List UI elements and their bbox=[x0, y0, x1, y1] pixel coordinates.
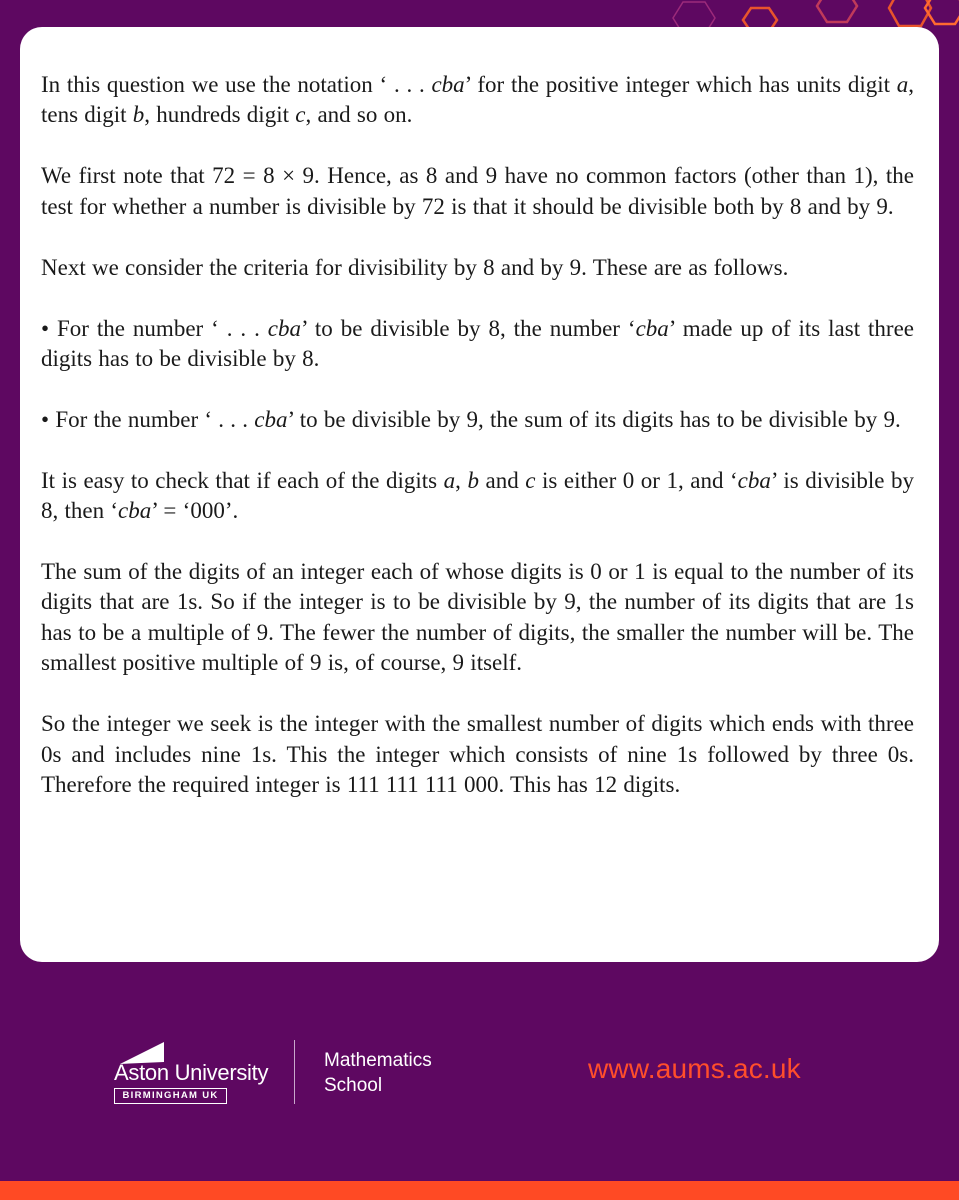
math-variable: c bbox=[295, 102, 306, 128]
university-city-badge: BIRMINGHAM UK bbox=[114, 1088, 227, 1104]
text-run: For the number ‘ . . . bbox=[55, 406, 255, 432]
text-run: and bbox=[478, 467, 526, 493]
text-run: ’ to be divisible by 9, the sum of its digits has to be divisible by 9. bbox=[287, 406, 901, 432]
school-name bbox=[324, 1048, 432, 1098]
math-variable: cba bbox=[254, 406, 288, 432]
school-name-line1: Mathematics bbox=[324, 1050, 432, 1071]
text-run: , tens digit bbox=[41, 72, 914, 128]
solution-card bbox=[20, 27, 939, 962]
math-variable: cba bbox=[431, 72, 465, 97]
school-name-line2: School bbox=[324, 1075, 383, 1096]
bullet-divisible-by-9 bbox=[41, 405, 914, 435]
math-variable: a bbox=[443, 467, 456, 493]
math-variable: b bbox=[467, 467, 479, 493]
website-link[interactable]: www.aums.ac.uk bbox=[588, 1053, 801, 1084]
text-run: ’ = ‘000’. bbox=[151, 498, 239, 524]
text-run: ’ is divisible by 8, then ‘ bbox=[41, 467, 914, 524]
text-run: For the number ‘ . . . bbox=[57, 315, 268, 341]
text-run: is either 0 or 1, and ‘ bbox=[535, 467, 738, 493]
text-run: So the integer we seek is the integer with the smallest number of digits which ends with three 0s and includes nine 1s. This the integer which consists of nine 1s followed by three 0s. Therefore the required integer is 111 111 111 000. This has 12 digits. bbox=[41, 711, 914, 797]
math-variable: cba bbox=[737, 467, 771, 493]
paragraph-criteria-intro bbox=[41, 253, 914, 283]
paragraph-digit-sum bbox=[41, 557, 914, 679]
bullet-divisible-by-8 bbox=[41, 314, 914, 375]
text-run: The sum of the digits of an integer each of whose digits is 0 or 1 is equal to the number of its digits that are 1s. So if the integer is to be divisible by 9, the number of its digits that are 1s has to be a multiple of 9. The fewer the number of digits, the smaller the number will be. The smallest positive multiple of 9 is, of course, 9 itself. bbox=[41, 559, 914, 676]
text-run: , bbox=[455, 467, 468, 493]
university-name: Aston University bbox=[114, 1060, 269, 1085]
bottom-accent-bar bbox=[0, 1181, 959, 1200]
math-variable: b bbox=[132, 102, 145, 128]
text-run: In this question we use the notation ‘ . . . bbox=[41, 72, 432, 97]
paragraph-last-digits bbox=[41, 466, 914, 527]
math-variable: cba bbox=[267, 315, 302, 341]
paragraph-conclusion bbox=[41, 709, 914, 800]
text-run: , and so on. bbox=[305, 102, 413, 128]
paragraph-notation bbox=[41, 70, 914, 131]
paragraph-factorisation bbox=[41, 161, 914, 222]
math-variable: a bbox=[896, 72, 909, 97]
text-run: It is easy to check that if each of the digits bbox=[41, 467, 444, 493]
math-variable: cba bbox=[118, 498, 152, 524]
math-variable: cba bbox=[635, 315, 669, 341]
text-run: ’ for the positive integer which has units digit bbox=[464, 72, 897, 97]
math-variable: c bbox=[525, 467, 536, 493]
text-run: ’ to be divisible by 8, the number ‘ bbox=[301, 315, 636, 341]
footer-divider bbox=[294, 1040, 295, 1104]
text-run: Next we consider the criteria for divisibility by 8 and by 9. These are as follows. bbox=[41, 254, 789, 280]
text-run: , hundreds digit bbox=[144, 102, 296, 128]
text-run: ’ made up of its last three digits has to be divisible by 8. bbox=[41, 315, 914, 371]
text-run: We first note that 72 = 8 × 9. Hence, as 8 and 9 have no common factors (other than 1), the test for whether a number is divisible by 72 is that it should be divisible both by 8 and by 9. bbox=[41, 163, 914, 219]
